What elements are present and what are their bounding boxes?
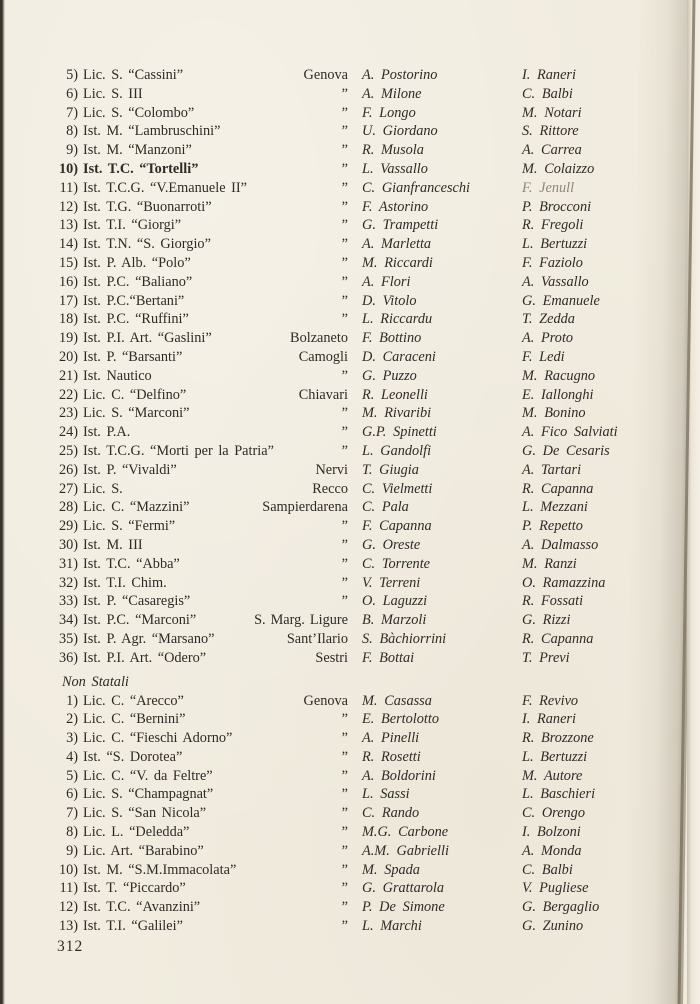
directory-entry-row (56, 592, 634, 611)
school-name: Ist. T.C. “Avanzini” (83, 899, 201, 916)
person-name-2: R. Brozzone (522, 730, 594, 747)
school-name: Ist. P. Alb. “Polo” (83, 254, 191, 271)
person-name-2: M. Bonino (522, 405, 586, 422)
school-name: Ist. P. Agr. “Marsano” (83, 630, 215, 647)
school-name: Lic. C. “Fieschi Adorno” (83, 730, 233, 747)
person-name-2: F. Jenull (522, 179, 575, 196)
entry-number: 23) (58, 405, 78, 422)
entry-number: 5) (66, 67, 78, 83)
person-name-1: V. Terreni (362, 574, 421, 591)
school-name: Ist. Nautico (83, 367, 152, 384)
location-name: ” (341, 593, 348, 610)
location-name: Camogli (298, 348, 348, 365)
directory-entry-row (56, 386, 634, 405)
school-name: Ist. T.I. “Giorgi” (83, 217, 182, 234)
entry-number: 14) (58, 236, 78, 253)
directory-entry-row (56, 480, 634, 499)
school-name: Lic. L. “Deledda” (83, 824, 190, 841)
location-name: ” (341, 805, 348, 822)
entry-number: 13) (58, 918, 78, 935)
directory-entry-row (56, 198, 634, 217)
location-name: ” (341, 880, 348, 897)
entry-number: 1) (66, 692, 78, 709)
person-name-1: M. Rivaribi (362, 405, 432, 422)
scan-left-edge (0, 0, 5, 1004)
directory-entry-row (56, 85, 634, 104)
person-name-1: F. Longo (362, 104, 416, 121)
person-name-1: G. Grattarola (362, 880, 445, 897)
person-name-2: G. Emanuele (522, 292, 600, 309)
person-name-1: G. Trampetti (362, 217, 439, 234)
person-name-2: R. Fregoli (522, 217, 584, 234)
entry-number: 21) (58, 367, 78, 384)
directory-entry-row (56, 842, 634, 861)
entry-number: 10) (58, 160, 78, 177)
person-name-2: P. Repetto (522, 518, 583, 535)
directory-entry-row (56, 861, 634, 880)
person-name-1: R. Musola (362, 142, 424, 159)
directory-entry-row (56, 748, 634, 767)
entry-number: 28) (58, 499, 78, 516)
school-name: Ist. P.C. “Marconi” (83, 612, 197, 629)
directory-entry-row (56, 767, 634, 786)
location-name: Sant’Ilario (286, 630, 348, 647)
directory-entry-row (56, 254, 634, 273)
school-name: Ist. P. “Casaregis” (83, 593, 191, 610)
location-name: ” (341, 405, 348, 422)
person-name-2: T. Previ (522, 649, 570, 666)
location-name: ” (341, 711, 348, 728)
location-name: ” (341, 104, 348, 121)
entry-number: 13) (58, 217, 78, 234)
person-name-2: P. Brocconi (522, 198, 592, 215)
entry-number: 34) (58, 612, 78, 629)
directory-entry-row (56, 649, 634, 668)
school-name: Ist. M. “Manzoni” (83, 142, 192, 159)
directory-entry-row (56, 66, 634, 85)
entry-number: 17) (58, 292, 78, 309)
person-name-1: A. Boldorini (362, 767, 436, 784)
directory-entry-row (56, 517, 634, 536)
directory-entry-row (56, 536, 634, 555)
school-name: Lic. S. “Champagnat” (83, 786, 214, 803)
directory-entry-row (56, 823, 634, 842)
person-name-2: L. Bertuzzi (522, 236, 588, 253)
location-name: ” (341, 142, 348, 159)
directory-entry-row (56, 423, 634, 442)
location-name: Bolzaneto (290, 330, 348, 347)
school-name: Lic. C. “V. da Feltre” (83, 767, 213, 784)
location-name: ” (341, 273, 348, 290)
entry-number: 35) (58, 630, 78, 647)
location-name: Genova (303, 692, 348, 709)
location-name: ” (341, 748, 348, 765)
directory-entry-row (56, 574, 634, 593)
person-name-1: A.M. Gabrielli (362, 842, 449, 859)
location-name: ” (341, 574, 348, 591)
location-name: ” (341, 367, 348, 384)
person-name-1: M. Spada (362, 861, 420, 878)
directory-entry-row (56, 404, 634, 423)
entry-number: 11) (59, 880, 78, 897)
location-name: ” (341, 786, 348, 803)
person-name-2: R. Capanna (522, 630, 594, 647)
location-name: Sestri (315, 649, 348, 666)
school-name: Lic. Art. “Barabino” (83, 842, 204, 859)
person-name-2: A. Dalmasso (522, 536, 599, 553)
directory-entry-row (56, 785, 634, 804)
entry-number: 31) (58, 555, 78, 572)
person-name-2: C. Balbi (522, 85, 573, 102)
person-name-2: L. Mezzani (522, 499, 588, 516)
directory-entry-row (56, 104, 634, 123)
person-name-1: C. Vielmetti (362, 480, 433, 497)
person-name-1: B. Marzoli (362, 612, 427, 629)
section-heading: Non Statali (62, 673, 129, 690)
person-name-2: A. Monda (522, 842, 582, 859)
person-name-2: O. Ramazzina (522, 574, 606, 591)
entry-number: 9) (66, 842, 78, 859)
location-name: ” (341, 424, 348, 441)
person-name-1: D. Caraceni (362, 348, 436, 365)
directory-entry-row (56, 216, 634, 235)
school-name: Lic. S. (83, 480, 123, 497)
school-name: Ist. P. “Vivaldi” (83, 461, 177, 478)
school-name: Ist. P.C. “Ruffini” (83, 311, 189, 328)
entry-number: 18) (58, 311, 78, 328)
entry-number: 30) (58, 536, 78, 553)
person-name-1: M. Casassa (362, 692, 432, 709)
page-number: 312 (57, 938, 84, 955)
person-name-2: A. Proto (522, 330, 574, 347)
directory-entry-row (56, 804, 634, 823)
person-name-2: G. Bergaglio (522, 899, 600, 916)
person-name-1: R. Leonelli (362, 386, 428, 403)
person-name-2: V. Pugliese (522, 880, 589, 897)
person-name-1: G. Oreste (362, 536, 421, 553)
entry-number: 16) (58, 273, 78, 290)
person-name-2: M. Racugno (522, 367, 596, 384)
directory-entry-row (56, 348, 634, 367)
school-name: Ist. P.C.“Bertani” (83, 292, 185, 309)
school-name: Ist. T.C.G. “Morti per la Patria” (83, 442, 274, 459)
location-name: ” (341, 842, 348, 859)
school-name: Lic. S. “Cassini” (83, 67, 184, 83)
location-name: ” (341, 861, 348, 878)
person-name-2: C. Orengo (522, 805, 585, 822)
location-name: ” (341, 236, 348, 253)
person-name-2: A. Tartari (522, 461, 582, 478)
person-name-1: O. Laguzzi (362, 593, 428, 610)
location-name: ” (341, 899, 348, 916)
person-name-1: F. Astorino (362, 198, 429, 215)
person-name-1: P. De Simone (362, 899, 445, 916)
person-name-1: A. Postorino (362, 67, 438, 83)
school-name: Lic. C. “Delfino” (83, 386, 187, 403)
person-name-1: L. Riccardu (362, 311, 433, 328)
directory-entry-row (56, 498, 634, 517)
school-name: Ist. P.I. Art. “Gaslini” (83, 330, 212, 347)
person-name-2: M. Ranzi (522, 555, 577, 572)
person-name-2: T. Zedda (522, 311, 575, 328)
person-name-2: A. Fico Salviati (522, 424, 618, 441)
school-name: Ist. P. “Barsanti” (83, 348, 183, 365)
person-name-2: M. Colaizzo (522, 160, 595, 177)
school-name: Ist. P.I. Art. “Odero” (83, 649, 207, 666)
person-name-1: C. Gianfranceschi (362, 179, 470, 196)
person-name-1: A. Milone (362, 85, 422, 102)
person-name-1: D. Vitolo (362, 292, 417, 309)
directory-entry-row (56, 273, 634, 292)
person-name-1: M.G. Carbone (362, 824, 449, 841)
directory-entry-row (56, 292, 634, 311)
directory-entry-row (56, 611, 634, 630)
directory-entry-row (56, 692, 634, 711)
school-name: Ist. T.G. “Buonarroti” (83, 198, 212, 215)
location-name: S. Marg. Ligure (254, 612, 348, 629)
school-name: Ist. T.I. “Galilei” (83, 918, 183, 935)
person-name-1: L. Gandolfi (362, 442, 432, 459)
entry-number: 5) (66, 767, 78, 784)
location-name: ” (341, 442, 348, 459)
entry-number: 24) (58, 424, 78, 441)
person-name-1: A. Pinelli (362, 730, 420, 747)
person-name-2: A. Carrea (522, 142, 582, 159)
location-name: Genova (303, 67, 348, 83)
entry-number: 15) (58, 254, 78, 271)
entry-number: 6) (66, 786, 78, 803)
entry-number: 6) (66, 85, 78, 102)
directory-entry-row (56, 555, 634, 574)
person-name-2: F. Revivo (522, 692, 579, 709)
school-name: Lic. S. III (83, 85, 143, 102)
person-name-1: A. Flori (362, 273, 411, 290)
location-name: ” (341, 555, 348, 572)
person-name-1: M. Riccardi (362, 254, 433, 271)
entry-number: 4) (66, 748, 78, 765)
entry-number: 12) (58, 198, 78, 215)
entry-number: 26) (58, 461, 78, 478)
entry-number: 22) (58, 386, 78, 403)
location-name: ” (341, 160, 348, 177)
school-name: Ist. T. “Piccardo” (83, 880, 186, 897)
location-name: ” (341, 123, 348, 140)
location-name: ” (341, 179, 348, 196)
person-name-2: R. Capanna (522, 480, 594, 497)
entry-number: 8) (66, 824, 78, 841)
entry-number: 2) (66, 711, 78, 728)
entry-number: 33) (58, 593, 78, 610)
person-name-2: G. Rizzi (522, 612, 571, 629)
person-name-1: L. Marchi (362, 918, 422, 935)
location-name: ” (341, 254, 348, 271)
location-name: ” (341, 198, 348, 215)
person-name-2: M. Autore (522, 767, 583, 784)
directory-entry-row (56, 729, 634, 748)
directory-entry-row (56, 329, 634, 348)
location-name: Chiavari (298, 386, 348, 403)
directory-entry-row (56, 160, 634, 179)
school-name: Lic. S. “Colombo” (83, 104, 195, 121)
entry-number: 10) (58, 861, 78, 878)
entry-number: 19) (58, 330, 78, 347)
person-name-1: C. Pala (362, 499, 409, 516)
entry-number: 32) (58, 574, 78, 591)
entry-number: 25) (58, 442, 78, 459)
location-name: Sampierdarena (262, 499, 348, 516)
person-name-1: G.P. Spinetti (362, 424, 437, 441)
school-name: Lic. S. “Marconi” (83, 405, 190, 422)
directory-entry-row (56, 461, 634, 480)
person-name-2: F. Ledi (522, 348, 565, 365)
directory-entry-row (56, 122, 634, 141)
person-name-1: F. Bottino (362, 330, 422, 347)
next-page-edge (687, 0, 700, 1004)
person-name-2: A. Vassallo (522, 273, 589, 290)
person-name-1: F. Bottai (362, 649, 415, 666)
entry-number: 20) (58, 348, 78, 365)
school-name: Lic. S. “Fermi” (83, 518, 176, 535)
person-name-1: S. Bàchiorrini (362, 630, 447, 647)
entry-number: 12) (58, 899, 78, 916)
entry-number: 29) (58, 518, 78, 535)
directory-entry-row (56, 179, 634, 198)
location-name: ” (341, 217, 348, 234)
person-name-2: G. De Cesaris (522, 442, 610, 459)
person-name-2: R. Fossati (522, 593, 584, 610)
location-name: ” (341, 311, 348, 328)
person-name-1: C. Torrente (362, 555, 431, 572)
directory-entry-row (56, 879, 634, 898)
person-name-2: E. Iallonghi (522, 386, 594, 403)
location-name: ” (341, 730, 348, 747)
school-name: Lic. C. “Mazzini” (83, 499, 190, 516)
person-name-2: S. Rittore (522, 123, 579, 140)
entry-number: 8) (66, 123, 78, 140)
person-name-1: R. Rosetti (362, 748, 421, 765)
entry-number: 36) (58, 649, 78, 666)
directory-entry-row (56, 235, 634, 254)
person-name-1: C. Rando (362, 805, 420, 822)
location-name: ” (341, 824, 348, 841)
location-name: Recco (312, 480, 348, 497)
location-name: ” (341, 918, 348, 935)
person-name-2: L. Bertuzzi (522, 748, 588, 765)
school-name: Ist. T.C. “Abba” (83, 555, 180, 572)
entry-number: 9) (66, 142, 78, 159)
directory-section (56, 66, 634, 668)
school-name: Ist. “S. Dorotea” (83, 748, 183, 765)
directory-entry-row (56, 710, 634, 729)
directory-entry-row (56, 630, 634, 649)
school-name: Lic. C. “Bernini” (83, 711, 186, 728)
person-name-2: F. Faziolo (522, 254, 583, 271)
directory-entry-row (56, 310, 634, 329)
directory-entry-row (56, 917, 634, 936)
location-name: ” (341, 518, 348, 535)
person-name-2: I. Raneri (522, 67, 576, 83)
location-name: ” (341, 767, 348, 784)
school-name: Lic. S. “San Nicola” (83, 805, 207, 822)
directory-entry-row (56, 141, 634, 160)
person-name-1: A. Marletta (362, 236, 432, 253)
school-name: Ist. T.C.G. “V.Emanuele II” (83, 179, 248, 196)
directory-entry-row (56, 367, 634, 386)
entry-number: 11) (59, 179, 78, 196)
directory-section (56, 673, 634, 936)
person-name-2: L. Baschieri (522, 786, 596, 803)
location-name: Nervi (315, 461, 348, 478)
entry-number: 27) (58, 480, 78, 497)
school-name: Ist. T.C. “Tortelli” (83, 160, 199, 177)
person-name-1: L. Vassallo (362, 160, 428, 177)
location-name: ” (341, 536, 348, 553)
person-name-1: U. Giordano (362, 123, 438, 140)
person-name-2: C. Balbi (522, 861, 573, 878)
person-name-2: I. Raneri (522, 711, 576, 728)
school-name: Ist. P.C. “Baliano” (83, 273, 193, 290)
location-name: ” (341, 85, 348, 102)
person-name-2: I. Bolzoni (522, 824, 581, 841)
entry-number: 7) (66, 104, 78, 121)
person-name-1: L. Sassi (362, 786, 410, 803)
school-name: Ist. M. “Lambruschini” (83, 123, 221, 140)
location-name: ” (341, 292, 348, 309)
directory-entry-row (56, 898, 634, 917)
person-name-1: E. Bertolotto (362, 711, 440, 728)
school-name: Ist. M. “S.M.Immacolata” (83, 861, 237, 878)
school-name: Ist. P.A. (83, 424, 131, 441)
school-name: Ist. T.N. “S. Giorgio” (83, 236, 211, 253)
person-name-1: T. Giugia (362, 461, 419, 478)
entry-number: 7) (66, 805, 78, 822)
entry-number: 3) (66, 730, 78, 747)
school-name: Ist. M. III (83, 536, 143, 553)
person-name-1: F. Capanna (362, 518, 432, 535)
school-name: Ist. T.I. Chim. (83, 574, 167, 591)
person-name-2: M. Notari (522, 104, 582, 121)
school-directory-list (56, 66, 634, 936)
school-name: Lic. C. “Arecco” (83, 692, 184, 709)
directory-entry-row (56, 442, 634, 461)
person-name-2: G. Zunino (522, 918, 584, 935)
person-name-1: G. Puzzo (362, 367, 417, 384)
